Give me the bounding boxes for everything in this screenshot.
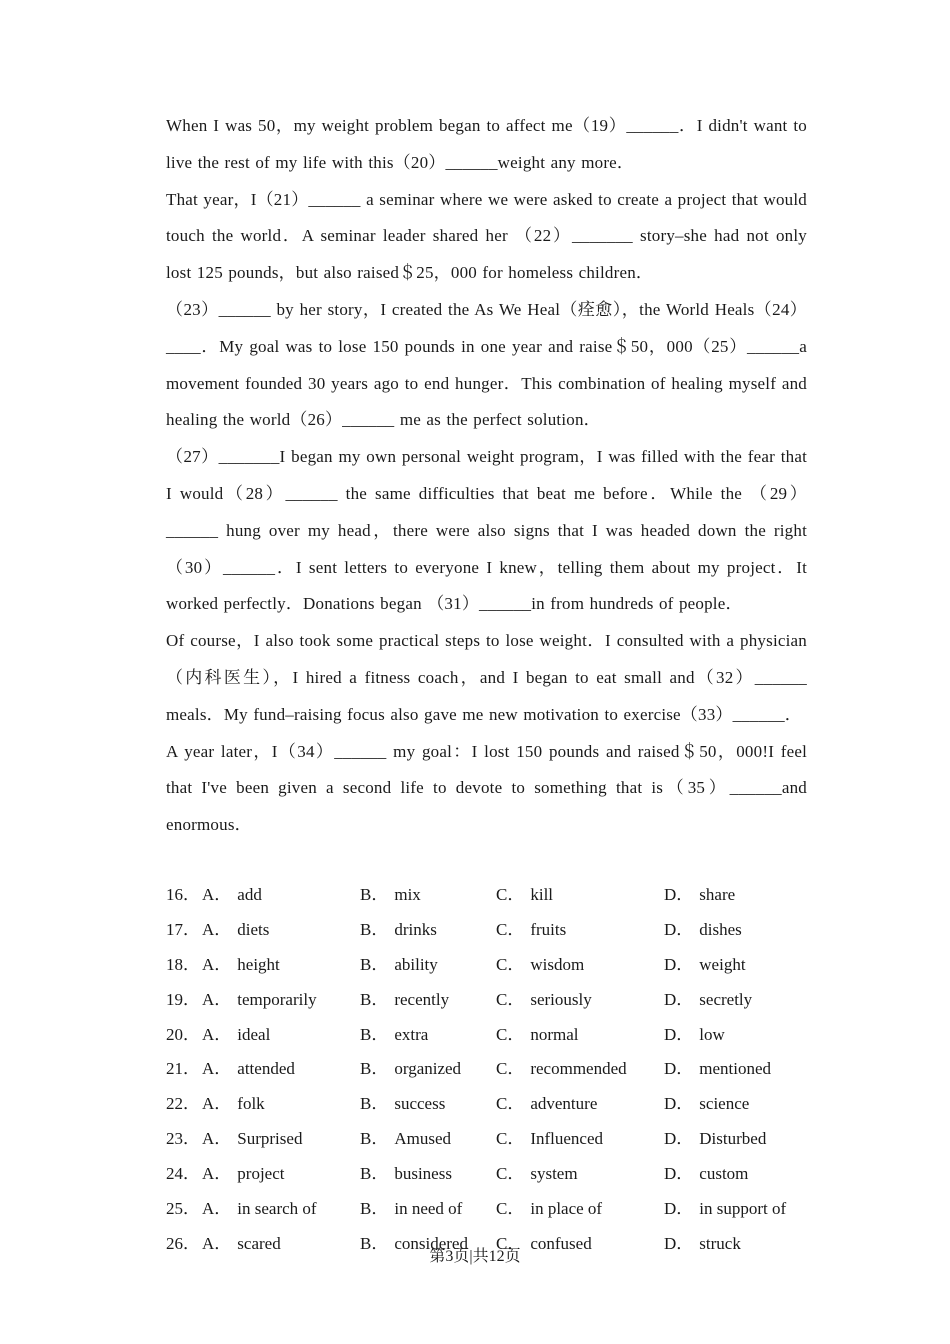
option-text: add [237,884,262,904]
option-text: Influenced [530,1129,604,1149]
option-text: temporarily [237,989,317,1009]
option-row [166,1052,807,1087]
option-letter: B． [360,1059,389,1079]
option-text: low [699,1024,725,1044]
option-d [664,983,807,1018]
option-letter: A． [202,1164,232,1184]
option-c [496,1087,664,1122]
option-row [166,913,807,948]
passage-paragraph: （23）______ by her story，I created the As We Heal（痊愈），the World Heals（24）____．My goal was to lose 150 pounds in one year and raise＄50，000（25）______a movement founded 30 years ago to end hunger．This combination of healing myself and healing the world（26）______ me as the perfect solution． [166,299,807,430]
option-row [166,983,807,1018]
option-letter: C． [496,1024,525,1044]
option-row [166,1192,807,1227]
option-text: folk [237,1094,265,1114]
option-text: mix [394,884,421,904]
option-text: wisdom [530,954,585,974]
option-text: in search of [237,1199,317,1219]
option-letter: D． [664,1129,694,1149]
option-text: share [699,884,736,904]
question-number: 16． [166,884,200,904]
option-text: in support of [699,1199,787,1219]
options-table [166,878,807,1262]
option-c [496,948,664,983]
passage-paragraph: That year，I（21）______ a seminar where we were asked to create a project that would touch the world．A seminar leader shared her （22）_______ story–she had not only lost 125 pounds，but also raised＄25，000 for homeless children． [166,189,807,283]
question-number: 25． [166,1199,200,1219]
option-d [664,878,807,913]
option-d [664,913,807,948]
option-letter: D． [664,1094,694,1114]
option-c [496,983,664,1018]
option-c [496,1052,664,1087]
option-letter: D． [664,954,694,974]
option-text: fruits [530,919,567,939]
option-letter: D． [664,1164,694,1184]
option-text: project [237,1164,285,1184]
option-text: secretly [699,989,753,1009]
option-a [202,1122,360,1157]
option-letter: D． [664,1234,694,1253]
option-b [360,948,496,983]
page-footer: 第3页|共12页 [429,1248,521,1265]
option-letter: B． [360,1024,389,1044]
question-number: 18． [166,954,200,974]
option-text: science [699,1094,750,1114]
option-text: confused [530,1234,592,1253]
option-row [166,1157,807,1192]
option-d [664,1122,807,1157]
option-text: weight [699,954,746,974]
page-content [166,108,807,1262]
option-letter: B． [360,1199,389,1219]
option-letter: D． [664,989,694,1009]
option-letter: B． [360,1129,389,1149]
option-text: in need of [394,1199,463,1219]
option-a [202,1192,360,1227]
option-c [496,1018,664,1053]
option-letter: C． [496,1199,525,1219]
passage-paragraph: （27）_______I began my own personal weight program，I was filled with the fear that I would（28）______ the same difficulties that beat me before．While the （29）______ hung over my head，there were also signs that I was headed down the right（30）______．I sent letters to everyone I knew，telling them about my project．It worked perfectly．Donations began （31）______in from hundreds of people． [166,447,807,614]
option-letter: A． [202,919,232,939]
question-number: 23． [166,1129,200,1149]
option-text: ideal [237,1024,271,1044]
option-text: recently [394,989,450,1009]
option-letter: A． [202,989,232,1009]
option-letter: A． [202,954,232,974]
option-text: Surprised [237,1129,303,1149]
option-c [496,1192,664,1227]
option-letter: B． [360,884,389,904]
option-letter: A． [202,1129,232,1149]
option-c [496,1122,664,1157]
option-b [360,913,496,948]
option-row [166,878,807,913]
question-number: 17． [166,919,200,939]
option-c [496,878,664,913]
option-letter: C． [496,989,525,1009]
option-text: ability [394,954,438,974]
option-letter: B． [360,1234,389,1253]
option-letter: A． [202,1059,232,1079]
option-letter: B． [360,919,389,939]
option-d [664,948,807,983]
option-text: seriously [530,989,592,1009]
option-text: mentioned [699,1059,772,1079]
question-number: 19． [166,989,200,1009]
option-d [664,1018,807,1053]
option-letter: D． [664,1059,694,1079]
option-a [202,983,360,1018]
option-letter: D． [664,884,694,904]
option-letter: A． [202,1094,232,1114]
question-number: 21． [166,1059,200,1079]
option-text: attended [237,1059,295,1079]
option-a [202,913,360,948]
option-text: scared [237,1234,281,1253]
option-b [360,878,496,913]
option-text: extra [394,1024,429,1044]
option-text: kill [530,884,554,904]
option-text: dishes [699,919,742,939]
question-number: 26． [166,1234,200,1253]
option-letter: A． [202,1199,232,1219]
option-letter: C． [496,919,525,939]
option-a [202,1087,360,1122]
passage-paragraph: When I was 50，my weight problem began to affect me（19）______．I didn't want to live the rest of my life with this（20）______weight any more． [166,116,807,172]
option-d [664,1157,807,1192]
option-text: considered [394,1234,468,1253]
option-c [496,913,664,948]
question-number: 24． [166,1164,200,1184]
option-letter: A． [202,1024,232,1044]
option-b [360,1052,496,1087]
option-b [360,1087,496,1122]
option-text: success [394,1094,446,1114]
option-letter: D． [664,919,694,939]
option-letter: B． [360,989,389,1009]
option-text: in place of [530,1199,603,1219]
option-letter: C． [496,1164,525,1184]
option-text: Disturbed [699,1129,767,1149]
option-row [166,948,807,983]
option-letter: C． [496,1094,525,1114]
option-text: drinks [394,919,437,939]
option-letter: A． [202,1234,232,1253]
option-letter: C． [496,1059,525,1079]
option-b [360,1157,496,1192]
option-letter: B． [360,1164,389,1184]
option-letter: C． [496,954,525,974]
option-letter: C． [496,1129,525,1149]
passage-paragraph: A year later，I（34）______ my goal：I lost 150 pounds and raised＄50，000!I feel that I've been given a second life to devote to something that is（35）______and enormous． [166,741,807,835]
option-text: business [394,1164,452,1184]
option-letter: C． [496,1234,525,1253]
option-text: custom [699,1164,749,1184]
option-letter: B． [360,954,389,974]
option-text: organized [394,1059,462,1079]
option-a [202,1157,360,1192]
option-text: struck [699,1234,741,1253]
option-b [360,983,496,1018]
option-text: adventure [530,1094,598,1114]
option-text: Amused [394,1129,452,1149]
option-text: diets [237,919,270,939]
option-c [496,1157,664,1192]
option-letter: D． [664,1024,694,1044]
option-row [166,1018,807,1053]
option-a [202,1052,360,1087]
option-letter: A． [202,884,232,904]
question-number: 22． [166,1094,200,1114]
passage-paragraph: Of course，I also took some practical steps to lose weight．I consulted with a physician（内科医生），I hired a fitness coach，and I began to eat small and（32）______ meals．My fund–raising focus also gave me new motivation to exercise（33）______． [166,631,807,724]
option-a [202,878,360,913]
option-a [202,1018,360,1053]
option-text: recommended [530,1059,627,1079]
option-letter: D． [664,1199,694,1219]
option-d [664,1087,807,1122]
option-text: system [530,1164,578,1184]
option-b [360,1122,496,1157]
option-d [664,1052,807,1087]
option-text: height [237,954,280,974]
option-letter: B． [360,1094,389,1114]
option-letter: C． [496,884,525,904]
option-b [360,1192,496,1227]
option-text: normal [530,1024,579,1044]
cloze-passage [166,108,807,844]
option-b [360,1018,496,1053]
option-row [166,1122,807,1157]
option-row [166,1087,807,1122]
option-d [664,1192,807,1227]
option-a [202,948,360,983]
question-number: 20． [166,1024,200,1044]
